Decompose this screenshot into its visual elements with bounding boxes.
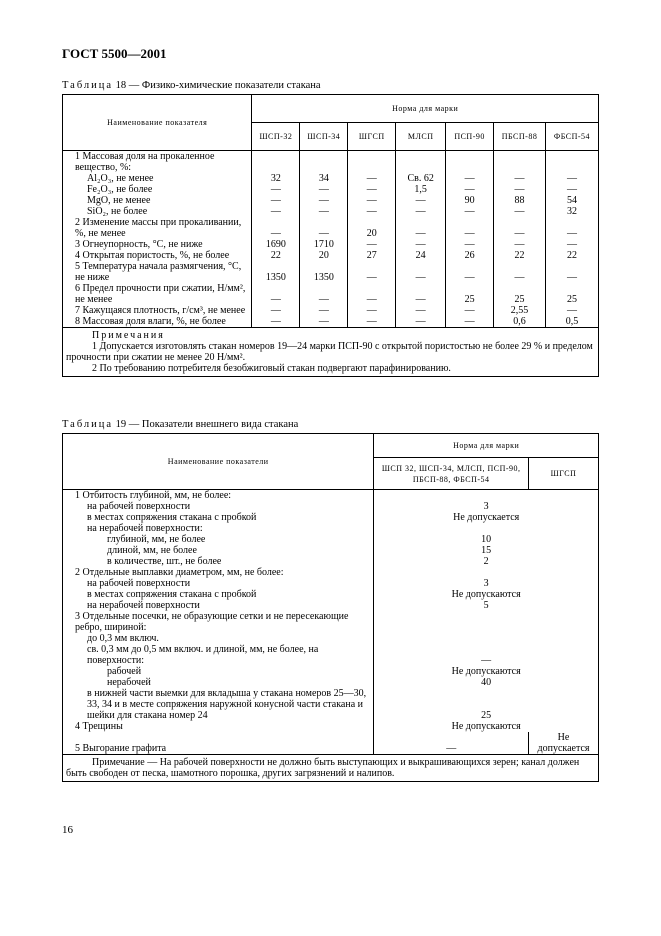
cell-value: 2,55 [494,305,546,316]
table-row [63,316,599,328]
row-label: SiO₂, не более [63,206,252,217]
cell-value: 26 [446,250,494,261]
cell-value: — [494,261,546,283]
cell-value: — [446,305,494,316]
brand-header: ШГСП [348,123,396,151]
cell-value: — [546,261,599,283]
brand-header: ШСП-32 [252,123,300,151]
cell-value: 1710 [300,239,348,250]
cell-value: 88 [494,195,546,206]
table-row [63,633,599,644]
table-row [63,589,599,600]
cell-value-b: Не допускается [529,732,599,755]
cell-value-a: — [374,732,529,755]
cell-value: — [546,184,599,195]
row-label: 2 Отдельные выплавки диаметром, мм, не более: [63,567,374,578]
cell-value-a: 10 [374,534,599,545]
cell-value: — [494,239,546,250]
row-label: Al₂O₃, не менее [63,173,252,184]
row-label: 5 Температура начала размягчения, °С, не ниже [63,261,252,283]
table-row [63,644,599,666]
cell-value-a: Не допускаются [374,721,599,732]
table-row [63,677,599,688]
table18-caption: Таблица 18 — Физико-химические показатели стакана [62,80,321,91]
cell-value: 32 [252,173,300,184]
cell-value: 1690 [252,239,300,250]
cell-value: — [396,316,446,328]
brand-header: ПБСП-88 [494,123,546,151]
cell-value [446,151,494,174]
cell-value: — [348,316,396,328]
row-label: св. 0,3 мм до 0,5 мм включ. и длиной, мм, не более, на поверхности: [63,644,374,666]
cell-value: 0,6 [494,316,546,328]
cell-value-a [374,523,599,534]
cell-value-a: Не допускается [374,512,599,523]
row-label: 7 Кажущаяся плотность, г/см³, не менее [63,305,252,316]
table-row [63,217,599,239]
cell-value-a: 2 [374,556,599,567]
cell-value: — [396,217,446,239]
cell-value-a [374,611,599,633]
row-label: рабочей [63,666,374,677]
cell-value: — [396,305,446,316]
col-header-name: Наименование показателя [63,95,252,151]
cell-value-a: 3 [374,501,599,512]
table-row [63,173,599,184]
cell-value: — [348,261,396,283]
cell-value-a [374,490,599,502]
cell-value: 1,5 [396,184,446,195]
cell-value: — [252,283,300,305]
cell-value-a: 40 [374,677,599,688]
table-row [63,250,599,261]
col-header-group: Норма для марки [252,95,599,123]
table-row [63,534,599,545]
cell-value: 25 [494,283,546,305]
cell-value: — [494,184,546,195]
row-label: MgO, не менее [63,195,252,206]
table-18 [62,94,599,377]
col-header-name: Наименование показатели [63,434,374,490]
cell-value: — [252,206,300,217]
cell-value: — [494,206,546,217]
cell-value: — [252,217,300,239]
cell-value [300,151,348,174]
cell-value-a: 3 [374,578,599,589]
row-label: на рабочей поверхности [63,578,374,589]
row-label: 8 Массовая доля влаги, %, не более [63,316,252,328]
row-label: 2 Изменение массы при прокаливании, %, не менее [63,217,252,239]
cell-value: — [396,261,446,283]
page-number: 16 [62,824,73,836]
row-label: 1 Массовая доля на прокаленное вещество, %: [63,151,252,174]
cell-value-a [374,633,599,644]
row-label: 5 Выгорание графита [63,732,374,755]
table19-note: Примечание — На рабочей поверхности не должно быть выступающих и выкрашивающихся зерен; канал должен быть свободен от песка, шамотного порошка, других загрязнений и налипов. [63,755,599,782]
row-label: глубиной, мм, не более [63,534,374,545]
cell-value: — [546,173,599,184]
table-row [63,688,599,721]
cell-value-a: Не допускаются [374,666,599,677]
cell-value: — [348,206,396,217]
cell-value [396,151,446,174]
cell-value [494,151,546,174]
cell-value: — [348,283,396,305]
cell-value: — [252,305,300,316]
row-label: 1 Отбитость глубиной, мм, не более: [63,490,374,502]
col-header-a: ШСП 32, ШСП-34, МЛСП, ПСП-90, ПБСП-88, ФБСП-54 [374,458,529,490]
cell-value [348,151,396,174]
row-label: на рабочей поверхности [63,501,374,512]
cell-value: 1350 [252,261,300,283]
row-label: в местах сопряжения стакана с пробкой [63,512,374,523]
cell-value: — [252,195,300,206]
cell-value: — [396,239,446,250]
cell-value: 20 [348,217,396,239]
cell-value: 22 [494,250,546,261]
brand-header: ФБСП-54 [546,123,599,151]
cell-value: — [348,239,396,250]
cell-value: — [446,184,494,195]
table-row [63,239,599,250]
cell-value: 24 [396,250,446,261]
cell-value: 54 [546,195,599,206]
cell-value-a: 15 [374,545,599,556]
cell-value: — [300,316,348,328]
table-row [63,184,599,195]
table19-caption: Таблица 19 — Показатели внешнего вида стакана [62,419,299,430]
row-label: на нерабочей поверхности [63,600,374,611]
cell-value: — [348,305,396,316]
cell-value-a: — [374,644,599,666]
cell-value: 22 [252,250,300,261]
cell-value: — [446,239,494,250]
cell-value: 34 [300,173,348,184]
cell-value: 32 [546,206,599,217]
cell-value: — [446,206,494,217]
row-label: в нижней части выемки для вкладыша у стакана номеров 25—30, 33, 34 и в месте сопряжения наружной конусной части стакана и шейки для стакана номер 24 [63,688,374,721]
brand-header: ШСП-34 [300,123,348,151]
cell-value: — [396,195,446,206]
brand-header: МЛСП [396,123,446,151]
cell-value: — [300,206,348,217]
col-header-b: ШГСП [529,458,599,490]
row-label: нерабочей [63,677,374,688]
table-row [63,666,599,677]
cell-value: — [252,316,300,328]
cell-value: — [446,316,494,328]
cell-value: — [300,305,348,316]
cell-value: 0,5 [546,316,599,328]
document-header: ГОСТ 5500—2001 [62,46,167,61]
cell-value: — [546,239,599,250]
cell-value: — [348,195,396,206]
table-row [63,600,599,611]
cell-value: — [546,305,599,316]
row-label: 6 Предел прочности при сжатии, Н/мм², не менее [63,283,252,305]
table-19 [62,433,599,782]
cell-value: — [546,217,599,239]
row-label: в местах сопряжения стакана с пробкой [63,589,374,600]
cell-value: 25 [446,283,494,305]
cell-value: — [348,184,396,195]
table18-notes: Примечания 1 Допускается изготовлять стакан номеров 19—24 марки ПСП-90 с открытой пористостью не более 29 % и пределом прочности при сжатии не менее 20 Н/мм². 2 По требованию потребителя безобжиговый стакан подвергают парафинированию. [63,328,599,377]
cell-value: — [252,184,300,195]
table-row [63,545,599,556]
cell-value: 27 [348,250,396,261]
table-row [63,732,599,755]
cell-value-a: 25 [374,688,599,721]
cell-value: — [494,217,546,239]
table-row [63,501,599,512]
row-label: в количестве, шт., не более [63,556,374,567]
row-label: 3 Огнеупорность, °С, не ниже [63,239,252,250]
table-row [63,151,599,174]
brand-header: ПСП-90 [446,123,494,151]
row-label: 4 Трещины [63,721,374,732]
cell-value: 25 [546,283,599,305]
table-row [63,523,599,534]
cell-value: — [396,283,446,305]
row-label: до 0,3 мм включ. [63,633,374,644]
cell-value: 20 [300,250,348,261]
cell-value: — [300,217,348,239]
row-label: длиной, мм, не более [63,545,374,556]
cell-value: — [446,217,494,239]
cell-value: — [446,173,494,184]
cell-value: 22 [546,250,599,261]
table-row [63,206,599,217]
cell-value: 90 [446,195,494,206]
cell-value: — [300,184,348,195]
table-row [63,567,599,578]
cell-value: 1350 [300,261,348,283]
table-row [63,305,599,316]
cell-value [546,151,599,174]
cell-value: — [300,283,348,305]
table-row [63,195,599,206]
cell-value-a [374,567,599,578]
cell-value: — [396,206,446,217]
row-label: 4 Открытая пористость, %, не более [63,250,252,261]
cell-value: — [348,173,396,184]
row-label: 3 Отдельные посечки, не образующие сетки и не пересекающие ребро, шириной: [63,611,374,633]
cell-value: — [494,173,546,184]
cell-value: Св. 62 [396,173,446,184]
table-row [63,721,599,732]
cell-value: — [446,261,494,283]
cell-value-a: 5 [374,600,599,611]
table-row [63,283,599,305]
cell-value: — [300,195,348,206]
cell-value [252,151,300,174]
row-label: Fe₂O₃, не более [63,184,252,195]
table-row [63,490,599,502]
col-header-group: Норма для марки [374,434,599,458]
table-row [63,578,599,589]
table-row [63,611,599,633]
table-row [63,556,599,567]
table-row [63,512,599,523]
cell-value-a: Не допускаются [374,589,599,600]
table-row [63,261,599,283]
row-label: на нерабочей поверхности: [63,523,374,534]
